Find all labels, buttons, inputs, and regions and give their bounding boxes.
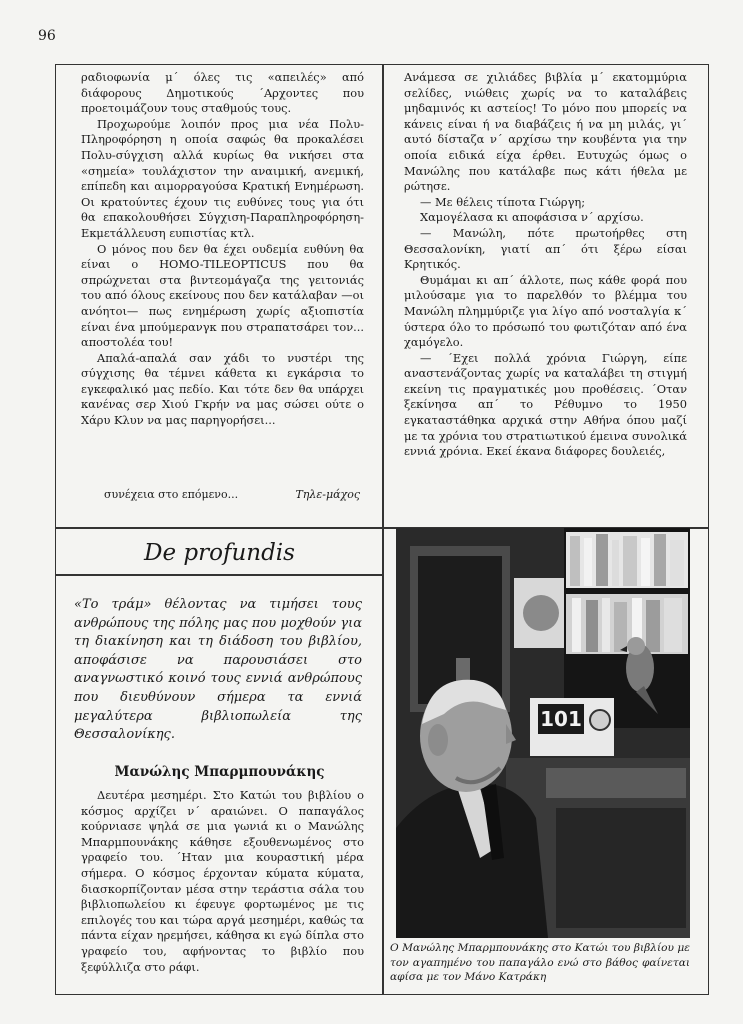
paragraph: Προχωρούμε λοιπόν προς μια νέα Πολυ-Πληροφόρηση η οποία σαφώς θα προκαλέσει Πολυ-σύγχιση αλλά κυρίως θα νικήσει στα «σημεία» τουλάχιστον την αναιμική, ανεμική, επίπεδη και αιμορραγούσα Κρατική Ενημέρωση. Οι κρατούντες έχουν τις ευθύνες τους για ότι θα επακολουθήσει Σύγχιση-Παραπληροφόρηση-Εκμετάλλευση ευπιστίας κτλ. <box>81 116 364 240</box>
section-lead: «Το τράμ» θέλοντας να τιμήσει τους ανθρώπους της πόλης μας που μοχθούν για τη διακίνηση και τη διάδοση του βιβλίου, αποφάσισε να παρουσιάσει στο αναγνωστικό κοινό τους εννιά ανθρώπους που διευθύνουν σήμερα τα εννιά μεγαλύτερα βιβλιοπωλεία της Θεσσαλονίκης. <box>74 597 362 743</box>
paragraph: — ΄Εχει πολλά χρόνια Γιώργη, είπε αναστενάζοντας χωρίς να καταλάβει τη στιγμή εκείνη τις πραγματικές μου προθέσεις. ΄Οταν ξεκίνησα απ΄ το Ρέθυμνο το 1950 εγκαταστάθηκα αρχικά στην Αθήνα όπου μαζί με τα χρόνια του στρατιωτικού έμεινα συνολικά εννιά χρόνια. Εκεί έκανα διάφορες δουλειές, <box>404 350 687 459</box>
author-signature: Τηλε-μάχος <box>295 488 360 501</box>
paragraph: Θυμάμαι κι απ΄ άλλοτε, πως κάθε φορά που μιλούσαμε για το παρελθόν το βλέμμα του Μανώλη πλημμύριζε για λίγο από νοσταλγία κ΄ ύστερα όλο το πρόσωπό του φωτιζόταν από ένα χαμόγελο. <box>404 272 687 350</box>
page-number: 96 <box>38 28 56 44</box>
paragraph: Απαλά-απαλά σαν χάδι το νυστέρι της σύγχισης θα τέμνει κάθετα κι εγκάρσια το εγκεφαλικό μας πεδίο. Και τότε δεν θα υπάρχει κανένας σερ Χιού Γκρήν να μας σώσει ούτε ο Χάρυ Κλυν να μας παρηγορήσει... <box>81 350 364 428</box>
paragraph: Δευτέρα μεσημέρι. Στο Κατώι του βιβλίου ο κόσμος αρχίζει ν΄ αραιώνει. Ο παπαγάλος κούρνιασε ψηλά σε μια γωνιά κι ο Μανώλης Μπαρμπουνάκης κάθησε εξουθενωμένος στο γραφείο του. ΄Ηταν μια κουραστική μέρα σήμερα. Ο κόσμος έρχονταν κύματα κύματα, διασκορπίζονταν μέσα στην τεράστια σάλα του βιβλιοπωλείου κι έφευγε φορτωμένος με τις επιλογές του και τώρα αργά μεσημέρι, καθώς τα πάντα είχαν ηρεμήσει, κάθησα κι εγώ δίπλα στο γραφείο του, αφήνοντας το βιβλίο που ξεφύλλιζα στο ράφι. <box>81 788 364 974</box>
store-sign-text: 101 <box>540 707 582 731</box>
photo-caption: Ο Μανώλης Μπαρμπουνάκης στο Κατώι του βιβλίου με τον αγαπημένο του παπαγάλο ενώ στο βάθος φαίνεται αφίσα με τον Μάνο Κατράκη <box>390 942 690 983</box>
left-column <box>81 70 364 429</box>
paragraph: — Μανώλη, πότε πρωτοήρθες στη Θεσσαλονίκη, γιατί απ΄ ότι ξέρω είσαι Κρητικός. <box>404 225 687 272</box>
paragraph: Χαμογέλασα κι αποφάσισα ν΄ αρχίσω. <box>420 210 644 225</box>
section-title: De profundis <box>144 540 295 566</box>
paragraph: Ανάμεσα σε χιλιάδες βιβλία μ΄ εκατομμύρια σελίδες, νιώθεις χωρίς να το καταλάβεις μηδαμινός κι αστείος! Το μόνο που μπορείς να κάνεις είναι ή να διαβάζεις ή να μη μιλάς, γι΄ αυτό δίσταζα ν΄ αρχίσω την κουβέντα για την οποία ειδικά είχα έρθει. Ευτυχώς όμως ο Μανώλης που κατάλαβε πως κάτι ήθελα με ρώτησε. <box>404 70 687 194</box>
paragraph: Ο μόνος που δεν θα έχει ουδεμία ευθύνη θα είναι ο HOMO-TILEOPTICUS που θα σπρώχνεται στα βιντεομάγαζα της γειτονιάς του από όλους εκείνους που δεν κατάλαβαν —οι ανόητοι— πως ενημέρωση χωρίς αξιοπιστία είναι ένα μπούμερανγκ που στραπατσάρει τον... αποστολέα του! <box>81 241 364 350</box>
paragraph: — Με θέλεις τίποτα Γιώργη; <box>420 194 586 209</box>
bookstore-photo <box>396 528 690 938</box>
interview-body <box>81 788 364 975</box>
right-column <box>404 70 687 460</box>
paragraph: ραδιοφωνία μ΄ όλες τις «απειλές» από διάφορους Δημοτικούς ΄Αρχοντες που προετοιμάζουν τους σταθμούς τους. <box>81 70 364 116</box>
continued-note: συνέχεια στο επόμενο... <box>104 488 239 501</box>
article-footer <box>104 488 360 501</box>
interviewee-name: Μανώλης Μπαρμπουνάκης <box>114 764 325 780</box>
